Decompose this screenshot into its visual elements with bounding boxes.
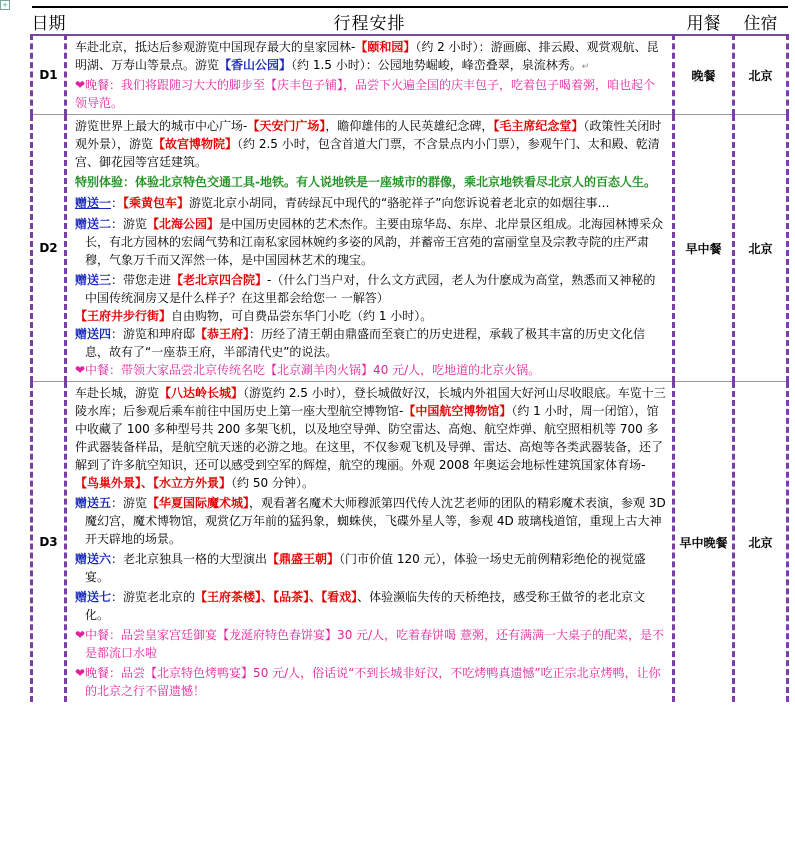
dinner-note: ❤晚餐：品尝【北京特色烤鸭宴】50 元/人，俗话说“不到长城非好汉，不吃烤鸭真遗憾”吃正宗北京烤鸭，让你的北京之行不留遗憾！ (75, 666, 661, 698)
attraction-name: 【中国航空博物馆】 (403, 404, 512, 418)
attraction-name: 【故宫博物院】 (153, 137, 238, 151)
attraction-name: 【王府井步行街】 (75, 309, 172, 323)
plan-text: （约 2.5 小时，包含首道大门票，不含景点内小门票），参观午门、太和殿、乾清宫、御花园等宫廷建筑。 (75, 137, 660, 169)
itinerary-table (30, 6, 789, 702)
plan-text: 、 (261, 590, 274, 604)
itinerary-table-wrapper (30, 6, 786, 702)
plan-text: ：游览和珅府邸 (111, 327, 196, 341)
gift-label: 赠送五 (75, 496, 112, 510)
gift-item (75, 271, 666, 307)
walk-item (75, 307, 666, 325)
table-row (32, 35, 788, 115)
plan-text: ：历经了清王朝由鼎盛而至衰亡的历史进程，承载了极其丰富的历史文化信息，故有了“一座恭王府，半部清代史”的说法。 (85, 327, 646, 359)
plan-cell (66, 382, 674, 703)
plan-paragraph (75, 384, 666, 492)
plan-text: ：游览老北京的 (111, 590, 196, 604)
attraction-name: 【北海公园】 (147, 217, 220, 231)
plan-text: 是中国历史园林的艺术杰作。主要由琼华岛、东岸、北岸景区组成。北海园林博采众长，有北方园林的宏阔气势和江南私家园林婉约多姿的风韵，并蓄帝王宫苑的富丽堂皇及宗教寺院的庄严肃穆，气象万千而又浑然一体，是中国园林艺术的瑰宝。 (85, 217, 664, 267)
attraction-name: 【恭王府】 (195, 327, 250, 341)
gift-label: 赠送三 (75, 273, 112, 287)
special-experience: 特别体验：体验北京特色交通工具-地铁。有人说地铁是一座城市的群像，乘北京地铁看尽北京人的百态人生。 (75, 175, 656, 189)
gift-item (75, 588, 666, 624)
meal-label: 早中餐 (674, 115, 734, 382)
gift-item (75, 550, 666, 586)
table-row (32, 115, 788, 382)
gift-item (75, 215, 666, 269)
plan-text: -（什么门当户对，什么文方武园，老人为什麽成为高堂，熟悉而又神秘的中国传统洞房又是什么样子？在这里都会给您一 一解答） (85, 273, 656, 305)
gift-item (75, 494, 666, 548)
attraction-name: 【鼎盛王朝】 (267, 552, 340, 566)
attraction-name: 【品茶】 (273, 590, 310, 604)
plan-cell (66, 115, 674, 382)
day-label: D2 (32, 115, 66, 382)
gift-label: 赠送一 (75, 196, 112, 210)
attraction-name: 【看戏】 (321, 590, 358, 604)
attraction-name: 【华夏国际魔术城】 (147, 496, 250, 510)
table-row (32, 382, 788, 703)
attraction-name: 【乘黄包车】 (123, 196, 190, 210)
gift-label: 赠送七 (75, 590, 112, 604)
gift-label: 赠送六 (75, 552, 112, 566)
attraction-name: 【老北京四合院】 (171, 273, 268, 287)
attraction-name: 【鸟巢外景】 (75, 476, 142, 490)
meal-label: 早中晚餐 (674, 382, 734, 703)
plan-text: （游览约 2.5 小时），登长城做好汉，长城内外祖国大好河山尽收眼底。车览十三陵水库；后参观后乘车前往中国历史上第一座大型航空博物馆- (75, 386, 666, 418)
plan-text: 车赴长城，游览 (75, 386, 160, 400)
plan-text: ：游览 (111, 496, 148, 510)
attraction-name: 【颐和园】 (355, 40, 416, 54)
attraction-name: 【八达岭长城】 (159, 386, 244, 400)
lunch-note: ❤中餐：品尝皇家宫廷御宴【龙涎府特色春饼宴】30 元/人，吃着春饼喝 薏粥，还有满满一大桌子的配菜，是不是都流口水啦 (75, 628, 665, 660)
table-move-handle[interactable]: + (0, 0, 10, 10)
plan-cell (66, 35, 674, 115)
gift-label: 赠送二 (75, 217, 112, 231)
plan-text: 、体验濒临失传的天桥绝技，感受称王做爷的老北京文化。 (85, 590, 646, 622)
stay-label: 北京 (734, 35, 788, 115)
plan-text: ：老北京独具一格的大型演出 (111, 552, 268, 566)
plan-text: 游览世界上最大的城市中心广场- (75, 119, 248, 133)
plan-text: ： (111, 196, 124, 210)
plan-text: （约 50 分钟）。 (231, 476, 314, 490)
day-label: D3 (32, 382, 66, 703)
plan-text: 车赴北京，抵达后参观游览中国现存最大的皇家园林- (75, 40, 356, 54)
header-stay: 住宿 (734, 7, 788, 35)
plan-text: ：游览 (111, 217, 148, 231)
plan-text: ，观看著名魔术大师穆派第四代传人沈艺老师的团队的精彩魔术表演，参观 3D 魔幻宫，魔术博物馆，观赏亿万年前的猛犸象，蜘蛛侠，飞碟外星人等，参观 4D 玻璃栈道馆，重现上古大神开天辟地的场景。 (85, 496, 666, 546)
plan-text: （政策性关闭时观外景），游览 (75, 119, 662, 151)
stay-label: 北京 (734, 115, 788, 382)
dinner-note: ❤晚餐：我们将跟随习大大的脚步至【庆丰包子铺】，品尝下火遍全国的庆丰包子，吃着包子喝着粥，咱也起个领导范。 (75, 78, 656, 110)
attraction-name: 【王府茶楼】 (195, 590, 262, 604)
plan-text: 游览北京小胡同，青砖绿瓦中现代的“骆驼祥子”向您诉说着老北京的如烟往事… (189, 196, 610, 210)
plan-text: （约 1 小时，周一闭馆），馆中收藏了 100 多种型号共 200 多架飞机，以及地空导弹、防空雷达、高炮、航空炸弹、航空照相机等 700 多件武器装备样品，是航空航天迷的必游之地。在这里，不仅参观飞机及导弹、雷达、高炮等各类武器装备，还了解到了许多航空知识，还可以感受到空军的辉煌，航空的瑰丽。外观 2008 年奥运会地标性建筑国家体育场- (75, 404, 664, 472)
header-day: 日期 (32, 7, 66, 35)
plan-text: ，瞻仰雄伟的人民英雄纪念碑， (325, 119, 494, 133)
plan-text: （约 2 小时）：游画廊、排云殿、观赏观航、昆明湖、万寿山等景点。游览 (75, 40, 659, 72)
plan-text: （门市价值 120 元），体验一场史无前例精彩绝伦的视觉盛宴。 (85, 552, 646, 584)
plan-text: 、 (309, 590, 322, 604)
meal-label: 晚餐 (674, 35, 734, 115)
header-row (32, 7, 788, 35)
header-meal: 用餐 (674, 7, 734, 35)
plan-text: （约 1.5 小时）：公园地势崛峻，峰峦叠翠，泉流林秀。 (291, 58, 582, 72)
plan-text: ：带您走进 (111, 273, 172, 287)
plan-paragraph: 车赴北京，抵达后参观游览中国现存最大的皇家园林-【颐和园】（约 2 小时）：游画廊、排云殿、观赏观航、昆明湖、万寿山等景点。游览【香山公园】（约 1.5 小时）：公园地势崛峻，峰峦叠翠，泉流林秀。↵ (75, 40, 659, 72)
plan-text: 、 (141, 476, 154, 490)
attraction-name: 【香山公园】 (219, 58, 292, 72)
gift-item (75, 325, 666, 361)
plan-text: 自由购物，可自费品尝东华门小吃（约 1 小时）。 (171, 309, 433, 323)
attraction-name: 【天安门广场】 (247, 119, 326, 133)
gift-label: 赠送四 (75, 327, 112, 341)
attraction-name: 【水立方外景】 (153, 476, 232, 490)
attraction-name: 【毛主席纪念堂】 (493, 119, 584, 133)
header-plan: 行程安排 (66, 7, 674, 35)
day-label: D1 (32, 35, 66, 115)
stay-label: 北京 (734, 382, 788, 703)
gift-item (75, 194, 666, 212)
plan-paragraph (75, 117, 666, 171)
lunch-note: ❤中餐：带领大家品尝北京传统名吃【北京涮羊肉火锅】40 元/人，吃地道的北京火锅。 (75, 363, 541, 377)
